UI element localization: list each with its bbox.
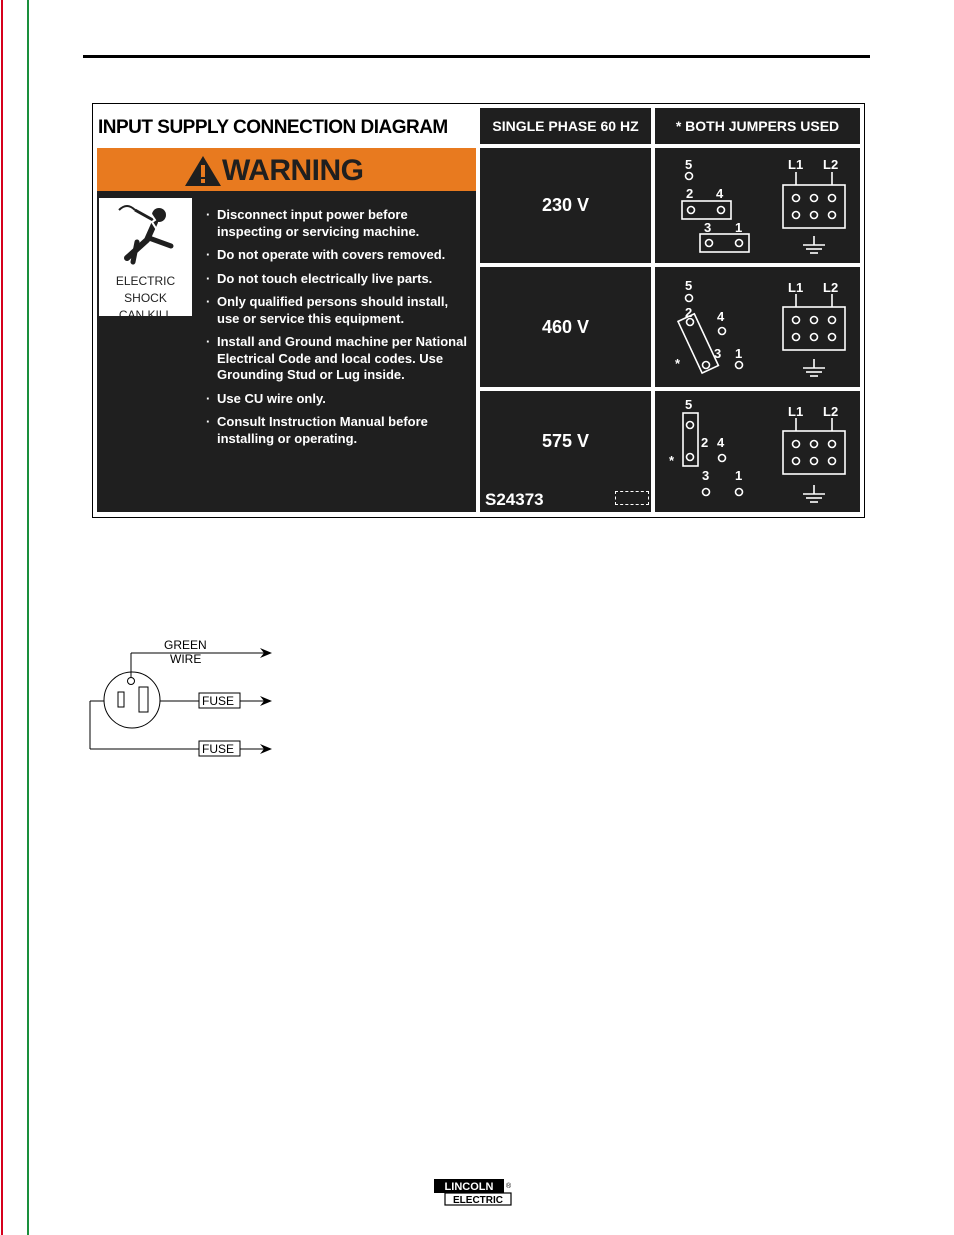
warning-item: · Disconnect input power before inspecting or servicing machine. xyxy=(203,207,473,240)
warning-item: · Only qualified persons should install, use or service this equipment. xyxy=(203,294,473,327)
logo-line2: ELECTRIC xyxy=(453,1195,503,1206)
electric-shock-box xyxy=(97,196,194,322)
voltage-230-cell: 230 V xyxy=(480,148,651,263)
terminal-3: 3 xyxy=(714,346,722,361)
terminal-l1: L1 xyxy=(788,280,804,295)
wiring-230-panel xyxy=(655,148,860,263)
terminal-4: 4 xyxy=(716,186,724,201)
terminal-l1: L1 xyxy=(788,157,804,172)
warning-heading: WARNING xyxy=(222,154,364,187)
voltage-460-cell: 460 V xyxy=(480,267,651,387)
wiring-460-panel xyxy=(655,267,860,387)
fuse-label: FUSE xyxy=(202,694,235,708)
logo-line1: LINCOLN xyxy=(444,1181,494,1193)
warning-triangle-icon xyxy=(183,154,223,188)
wiring-230-diagram xyxy=(655,148,860,263)
red-margin-line xyxy=(1,0,3,1235)
terminal-l2: L2 xyxy=(823,404,839,419)
electric-shock-icon xyxy=(99,198,192,272)
connection-diagram-label xyxy=(92,103,865,518)
green-wire-label-line2: WIRE xyxy=(170,652,202,666)
terminal-l2: L2 xyxy=(823,280,839,295)
terminal-4: 4 xyxy=(717,435,725,450)
electric-shock-text: ELECTRIC SHOCK CAN KILL xyxy=(115,274,176,322)
dashed-marker xyxy=(615,491,649,505)
warning-item: · Consult Instruction Manual before installing or operating. xyxy=(203,414,473,447)
voltage-575-cell: 575 V xyxy=(480,391,651,512)
warning-item: · Do not operate with covers removed. xyxy=(203,247,473,264)
green-wire-label-line1: GREEN xyxy=(164,638,207,652)
lincoln-electric-logo xyxy=(433,1178,513,1208)
terminal-l2: L2 xyxy=(823,157,839,172)
terminal-2: 2 xyxy=(685,305,693,320)
terminal-l1: L1 xyxy=(788,404,804,419)
part-number: S24373 xyxy=(485,490,544,509)
terminal-2: 2 xyxy=(686,186,694,201)
warning-list xyxy=(203,207,473,454)
warning-item: · Install and Ground machine per National Electrical Code and local codes. Use Grounding Stud or Lug inside. xyxy=(203,334,473,384)
jumpers-header: * BOTH JUMPERS USED xyxy=(655,108,860,144)
terminal-1: 1 xyxy=(735,468,743,483)
wiring-460-diagram xyxy=(655,267,860,387)
phase-header: SINGLE PHASE 60 HZ xyxy=(480,108,651,144)
terminal-5: 5 xyxy=(685,397,693,412)
label-title: INPUT SUPPLY CONNECTION DIAGRAM xyxy=(98,117,448,138)
warning-item: · Use CU wire only. xyxy=(203,391,473,408)
wiring-575-panel xyxy=(655,391,860,512)
warning-item: · Do not touch electrically live parts. xyxy=(203,271,473,288)
header-rule xyxy=(83,55,870,58)
terminal-3: 3 xyxy=(702,468,710,483)
registered-mark: ® xyxy=(506,1183,512,1190)
terminal-1: 1 xyxy=(735,346,743,361)
terminal-2: 2 xyxy=(701,435,709,450)
terminal-3: 3 xyxy=(704,220,712,235)
wiring-575-diagram xyxy=(655,391,860,512)
jumper-star: * xyxy=(675,356,681,371)
terminal-4: 4 xyxy=(717,309,725,324)
fuse-label: FUSE xyxy=(202,742,235,756)
jumper-star: * xyxy=(669,453,675,468)
terminal-5: 5 xyxy=(685,278,693,293)
receptacle-wiring-diagram xyxy=(80,630,280,760)
label-title-bar xyxy=(95,108,476,144)
terminal-1: 1 xyxy=(735,220,743,235)
terminal-5: 5 xyxy=(685,157,693,172)
warning-banner xyxy=(97,148,476,191)
green-margin-line xyxy=(27,0,29,1235)
